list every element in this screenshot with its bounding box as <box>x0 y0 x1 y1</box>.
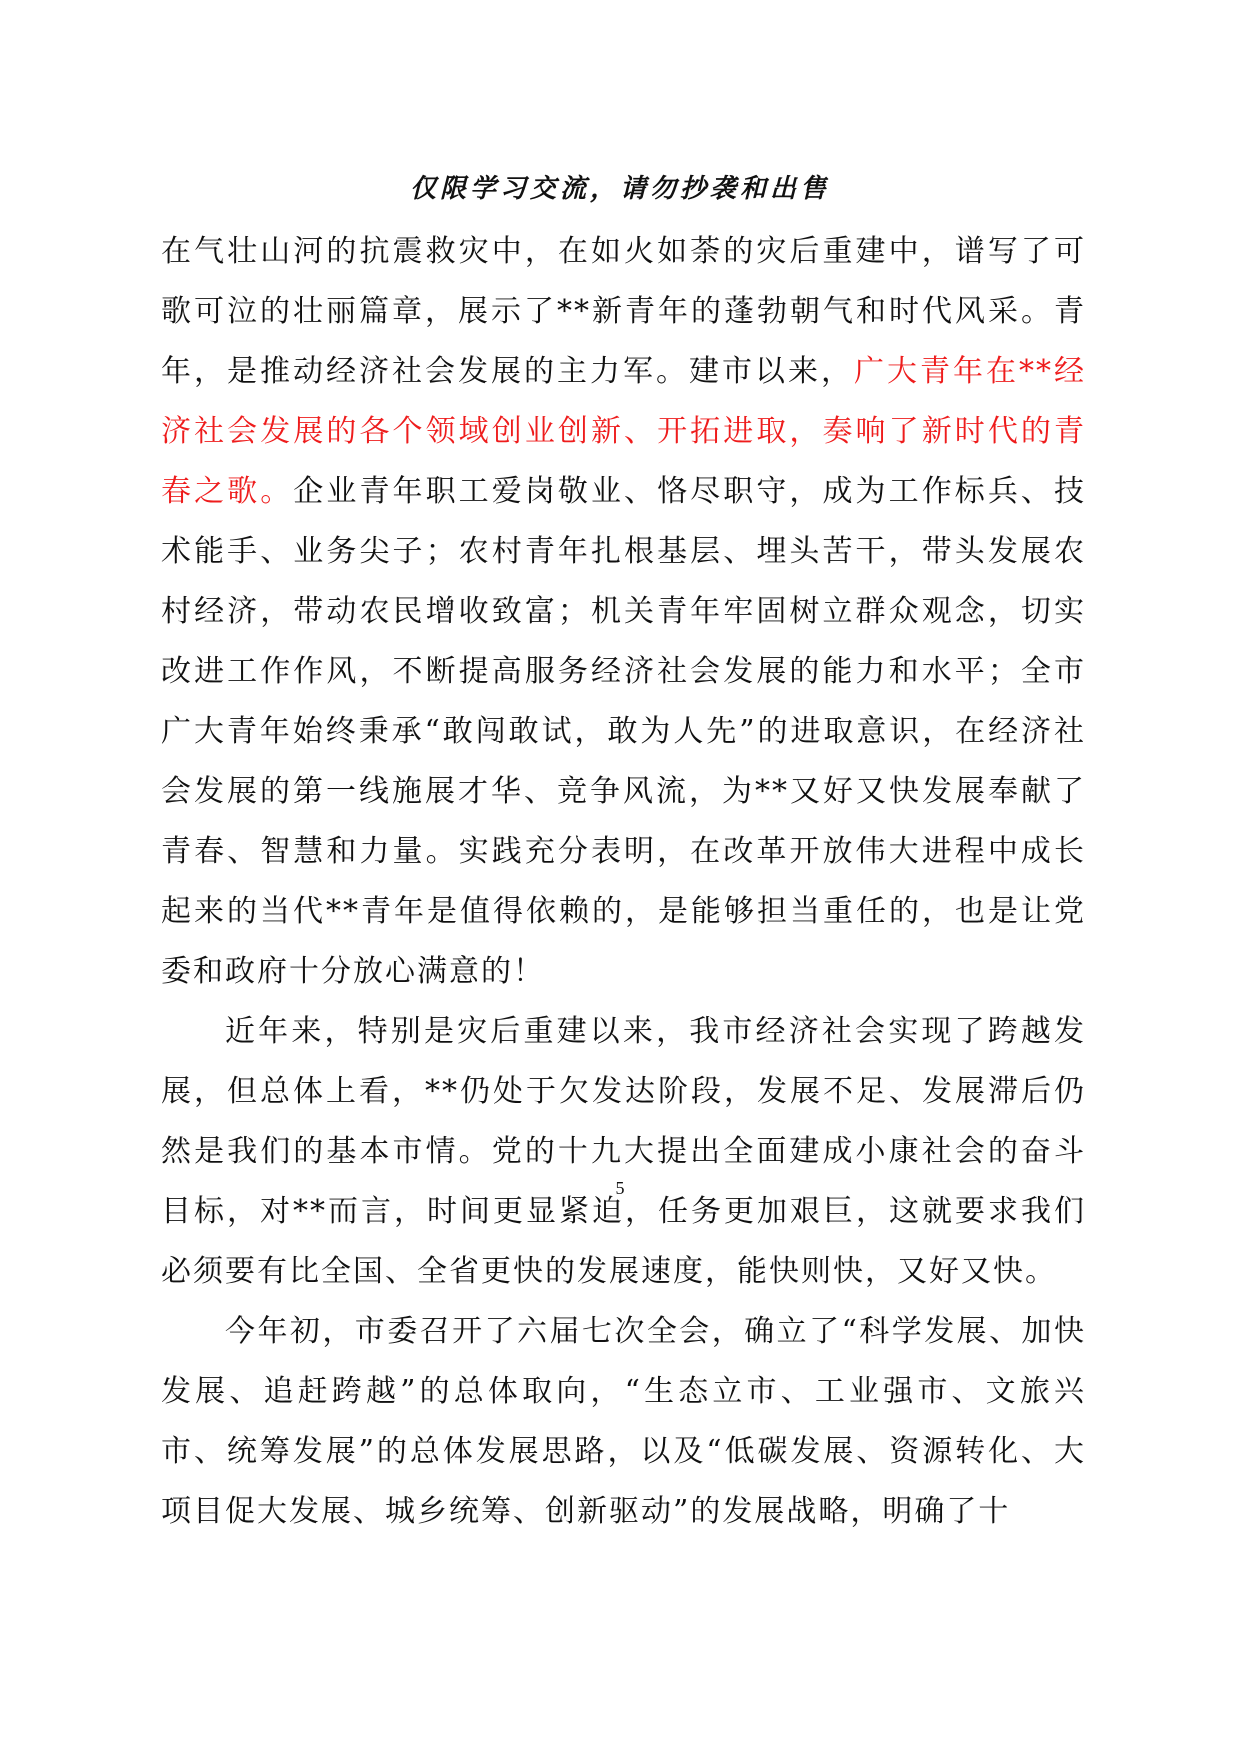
page-number: 5 <box>615 1178 625 1198</box>
paragraph-2: 近年来，特别是灾后重建以来，我市经济社会实现了跨越发展，但总体上看，**仍处于欠发达阶段，发展不足、发展滞后仍然是我们的基本市情。党的十九大提出全面建成小康社会的奋斗目标，对**而言，时间更显紧迫，任务更加艰巨，这就要求我们必须要有比全国、全省更快的发展速度，能快则快，又好又快。 <box>161 1014 1086 1289</box>
paragraph-1 <box>161 222 1086 1002</box>
paragraph-3: 今年初，市委召开了六届七次全会，确立了“科学发展、加快发展、追赶跨越”的总体取向，“生态立市、工业强市、文旅兴市、统筹发展”的总体发展思路，以及“低碳发展、资源转化、大项目促大发展、城乡统筹、创新驱动”的发展战略，明确了十 <box>161 1314 1086 1529</box>
document-body <box>161 222 1086 1542</box>
paragraph-1-part-3: 企业青年职工爱岗敬业、恪尽职守，成为工作标兵、技术能手、业务尖子；农村青年扎根基层、埋头苦干，带头发展农村经济，带动农民增收致富；机关青年牢固树立群众观念，切实改进工作作风，不断提高服务经济社会发展的能力和水平；全市广大青年始终秉承“敢闯敢试，敢为人先”的进取意识，在经济社会发展的第一线施展才华、竞争风流，为**又好又快发展奉献了青春、智慧和力量。实践充分表明，在改革开放伟大进程中成长起来的当代**青年是值得依赖的，是能够担当重任的，也是让党委和政府十分放心满意的！ <box>161 474 1086 989</box>
page-header: 仅限学习交流，请勿抄袭和出售 <box>409 174 830 204</box>
paragraph-1-part-1: 在气壮山河的抗震救灾中，在如火如荼的灾后重建中，谱写了可歌可泣的壮丽篇章，展示了**新青年的蓬勃朝气和时代风采。青年，是推动经济社会发展的主力军。建市以来， <box>161 234 1086 389</box>
highlighted-sentence: 广大青年在**经济社会发展的各个领域创业创新、开拓进取，奏响了新时代的青春之歌。 <box>161 354 1086 509</box>
